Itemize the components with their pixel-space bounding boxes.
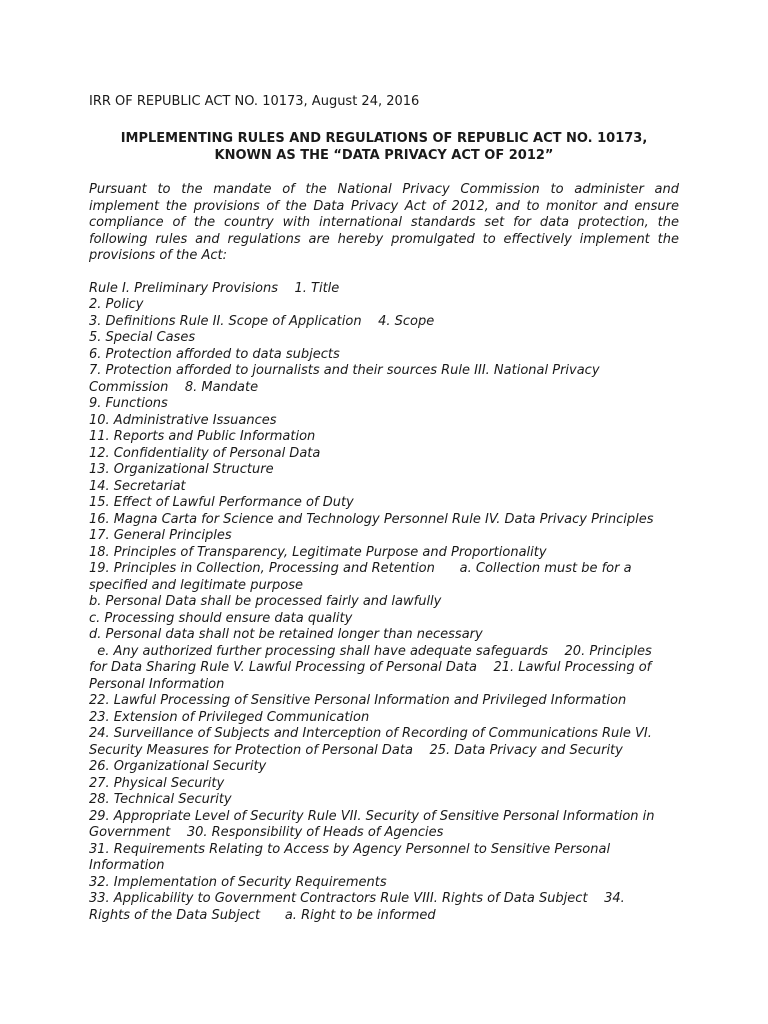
- toc-item: 2. Policy: [89, 297, 144, 312]
- toc-item: 18. Principles of Transparency, Legitimate Purpose and Proportionality: [89, 544, 547, 560]
- toc-item: 11. Reports and Public Information: [89, 429, 316, 444]
- toc-item: 15. Effect of Lawful Performance of Duty: [89, 495, 354, 510]
- toc-item: 29. Appropriate Level of Security Rule VII. Security of Sensitive Personal Information in Government 30. Responsibility of Heads of Agencies: [89, 808, 655, 840]
- toc-item: c. Processing should ensure data quality: [89, 610, 353, 626]
- toc-item: 31. Requirements Relating to Access by Agency Personnel to Sensitive Personal Information: [89, 841, 611, 873]
- toc-item: 32. Implementation of Security Requirements: [89, 874, 387, 890]
- toc-item: 3. Definitions Rule II. Scope of Application 4. Scope: [89, 313, 435, 329]
- toc-item: 23. Extension of Privileged Communication: [89, 709, 370, 725]
- intro-paragraph: Pursuant to the mandate of the National Privacy Commission to administer and implement the provisions of the Data Privacy Act of 2012, and to monitor and ensure compliance of the country with international standards set for data protection, the following rules and regulations are hereby promulgated to effectively implement the provisions of the Act:: [89, 182, 679, 263]
- toc-item: 10. Administrative Issuances: [89, 412, 277, 428]
- toc-item: 9. Functions: [89, 396, 168, 411]
- toc-item: 17. General Principles: [89, 528, 232, 543]
- toc-item: 33. Applicability to Government Contractors Rule VIII. Rights of Data Subject 34. Rights of the Data Subject a. Right to be informed: [89, 891, 625, 923]
- toc-item: d. Personal data shall not be retained longer than necessary: [89, 627, 483, 642]
- toc-item: 16. Magna Carta for Science and Technology Personnel Rule IV. Data Privacy Principles: [89, 511, 654, 527]
- toc-item: 22. Lawful Processing of Sensitive Personal Information and Privileged Information: [89, 693, 627, 708]
- table-of-contents: [89, 281, 679, 925]
- document-title: [89, 130, 679, 164]
- toc-item: 19. Principles in Collection, Processing and Retention a. Collection must be for a specified and legitimate purpose: [89, 561, 632, 593]
- toc-item: 26. Organizational Security: [89, 759, 267, 774]
- document-header-line: IRR OF REPUBLIC ACT NO. 10173, August 24, 2016: [89, 94, 420, 109]
- toc-item: 5. Special Cases: [89, 330, 196, 345]
- toc-item: 28. Technical Security: [89, 792, 232, 807]
- toc-item: e. Any authorized further processing shall have adequate safeguards 20. Principles for Data Sharing Rule V. Lawful Processing of Personal Data 21. Lawful Processing of Personal Information: [89, 643, 652, 692]
- toc-item: 14. Secretariat: [89, 478, 186, 494]
- toc-item: 27. Physical Security: [89, 775, 225, 791]
- toc-item: 12. Confidentiality of Personal Data: [89, 445, 321, 461]
- toc-item: Rule I. Preliminary Provisions 1. Title: [89, 280, 340, 296]
- toc-item: b. Personal Data shall be processed fairly and lawfully: [89, 594, 442, 609]
- toc-item: 13. Organizational Structure: [89, 462, 274, 477]
- toc-item: 6. Protection afforded to data subjects: [89, 346, 340, 362]
- toc-item: 24. Surveillance of Subjects and Interception of Recording of Communications Rule VI. Security Measures for Protection of Personal Data 25. Data Privacy and Security: [89, 726, 652, 758]
- document-title-line-1: IMPLEMENTING RULES AND REGULATIONS OF REPUBLIC ACT NO. 10173,: [120, 131, 648, 146]
- document-title-line-2: KNOWN AS THE “DATA PRIVACY ACT OF 2012”: [214, 148, 554, 163]
- toc-item: 7. Protection afforded to journalists and their sources Rule III. National Privacy Commission 8. Mandate: [89, 363, 600, 395]
